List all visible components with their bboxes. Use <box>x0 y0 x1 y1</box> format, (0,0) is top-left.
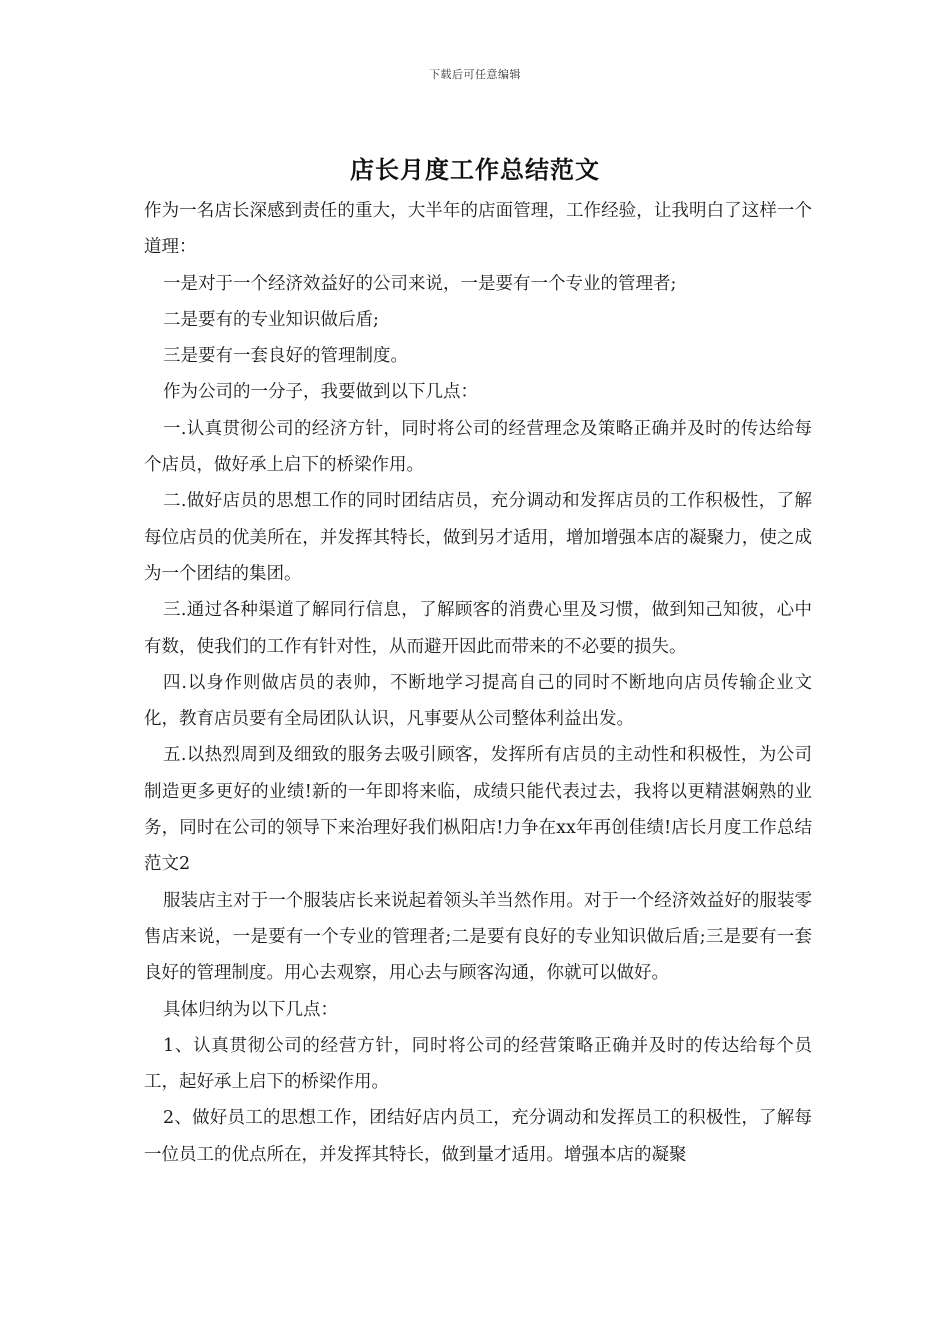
paragraph: 作为公司的一分子，我要做到以下几点： <box>163 382 478 403</box>
paragraph: 二.做好店员的思想工作的同时团结店员，充分调动和发挥店员的工作积极性，了解每位店员的优美所在，并发挥其特长，做到另才适用，增加增强本店的凝聚力，使之成为一个团结的集团。 <box>144 491 812 584</box>
paragraph: 一是对于一个经济效益好的公司来说，一是要有一个专业的管理者; <box>163 273 677 294</box>
paragraph: 一.认真贯彻公司的经济方针，同时将公司的经营理念及策略正确并及时的传达给每个店员，做好承上启下的桥梁作用。 <box>144 418 812 476</box>
document-title: 店长月度工作总结范文 <box>350 155 600 184</box>
paragraph: 2、做好员工的思想工作，团结好店内员工，充分调动和发挥员工的积极性，了解每一位员工的优点所在，并发挥其特长，做到量才适用。增强本店的凝聚 <box>144 1108 812 1165</box>
paragraph: 1、认真贯彻公司的经营方针，同时将公司的经营策略正确并及时的传达给每个员工，起好承上启下的桥梁作用。 <box>144 1035 812 1093</box>
paragraph: 作为一名店长深感到责任的重大，大半年的店面管理，工作经验，让我明白了这样一个道理： <box>144 201 812 258</box>
paragraph: 五.以热烈周到及细致的服务去吸引顾客，发挥所有店员的主动性和积极性，为公司制造更多更好的业绩!新的一年即将来临，成绩只能代表过去，我将以更精湛娴熟的业务，同时在公司的领导下来治理好我们枞阳店!力争在xx年再创佳绩!店长月度工作总结范文2 <box>144 745 812 875</box>
paragraph: 二是要有的专业知识做后盾; <box>163 309 379 330</box>
document-body <box>144 193 812 1173</box>
paragraph: 三是要有一套良好的管理制度。 <box>163 346 408 367</box>
paragraph: 服装店主对于一个服装店长来说起着领头羊当然作用。对于一个经济效益好的服装零售店来说，一是要有一个专业的管理者;二是要有良好的专业知识做后盾;三是要有一套良好的管理制度。用心去观察，用心去与顾客沟通，你就可以做好。 <box>144 890 812 984</box>
paragraph: 四.以身作则做店员的表帅，不断地学习提高自己的同时不断地向店员传输企业文化，教育店员要有全局团队认识，凡事要从公司整体利益出发。 <box>144 672 812 730</box>
header-note: 下载后可任意编辑 <box>429 68 521 81</box>
paragraph: 三.通过各种渠道了解同行信息，了解顾客的消费心里及习惯，做到知己知彼，心中有数，使我们的工作有针对性，从而避开因此而带来的不必要的损失。 <box>144 600 812 657</box>
paragraph: 具体归纳为以下几点： <box>163 999 338 1020</box>
